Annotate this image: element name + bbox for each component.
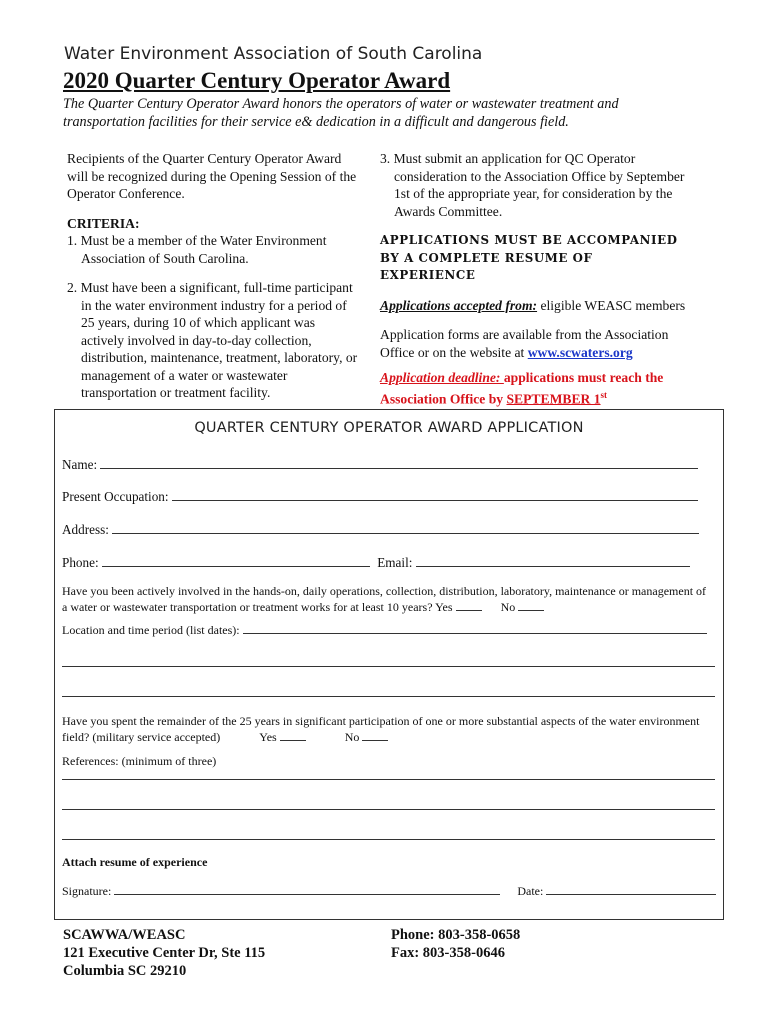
location-line-3[interactable]	[62, 696, 715, 697]
accepted-value: eligible WEASC members	[537, 297, 686, 313]
q1-no-line[interactable]	[518, 600, 544, 611]
deadline-body: applications must reach the Association Office by	[380, 370, 664, 407]
right-column	[380, 150, 690, 408]
q2-no-line[interactable]	[362, 730, 388, 741]
signature-input-line[interactable]	[114, 884, 500, 895]
criteria-1: 1. Must be a member of the Water Environment Association of South Carolina.	[67, 233, 327, 266]
page-title: 2020 Quarter Century Operator Award	[63, 68, 451, 93]
name-input-line[interactable]	[100, 458, 698, 469]
criteria-heading: CRITERIA:	[67, 215, 140, 231]
signature-label: Signature:	[62, 884, 112, 898]
footer-phone: Phone: 803-358-0658	[391, 927, 521, 943]
occupation-input-line[interactable]	[172, 490, 698, 501]
occupation-field[interactable]	[62, 489, 698, 505]
resume-notice: APPLICATIONS MUST BE ACCOMPANIED BY A COMPLETE RESUME OF EXPERIENCE	[380, 233, 678, 282]
q1-yes-line[interactable]	[456, 600, 482, 611]
footer-address	[63, 926, 265, 980]
occupation-label: Present Occupation:	[62, 489, 169, 504]
deadline-text	[380, 369, 690, 408]
footer-city: Columbia SC 29210	[63, 963, 187, 979]
reference-line-3[interactable]	[62, 839, 715, 840]
application-form	[54, 409, 724, 920]
question-1-text: Have you been actively involved in the hands-on, daily operations, collection, distribution, laboratory, maintenance or management of a water or wastewater transportation or treatment works for at least 10 years?	[62, 584, 707, 614]
references-label: References: (minimum of three)	[62, 754, 217, 768]
q1-yes-label: Yes	[435, 600, 453, 614]
form-title: QUARTER CENTURY OPERATOR AWARD APPLICATION	[194, 420, 584, 436]
q2-yes-line[interactable]	[280, 730, 306, 741]
location-field[interactable]	[62, 623, 707, 638]
phone-label: Phone:	[62, 555, 99, 570]
date-label: Date:	[517, 884, 544, 898]
criteria-3: 3. Must submit an application for QC Operator consideration to the Association Office by September 1st of the appropriate year, for consideration by the Awards Committee.	[380, 151, 685, 219]
question-2	[62, 713, 712, 745]
reference-line-2[interactable]	[62, 809, 715, 810]
deadline-sup: st	[600, 389, 608, 400]
recipients-text: Recipients of the Quarter Century Operator Award will be recognized during the Opening Session of the Operator Conference.	[67, 151, 357, 201]
q2-no-label: No	[344, 730, 360, 744]
address-field[interactable]	[62, 522, 699, 538]
date-input-line[interactable]	[546, 884, 716, 895]
forms-text: Application forms are available from the Association Office or on the website at	[380, 327, 669, 360]
reference-line-1[interactable]	[62, 779, 715, 780]
deadline-label: Application deadline:	[380, 370, 504, 385]
intro-text: The Quarter Century Operator Award honors the operators of water or wastewater treatment and transportation facilities for their service e& dedication in a difficult and dangerous field.	[63, 96, 619, 130]
criteria-2: 2. Must have been a significant, full-time participant in the water environment industry for a period of 25 years, during 10 of which applicant was actively involved in day-to-day collection, distribution, maintenance, treatment, laboratory, or management of a water or wastewater transportation or treatment facility.	[67, 280, 358, 400]
accepted-label: Applications accepted from:	[380, 297, 538, 313]
phone-input-line[interactable]	[102, 556, 370, 567]
q2-yes-label: Yes	[259, 730, 277, 744]
name-field[interactable]	[62, 457, 698, 473]
attach-resume: Attach resume of experience	[62, 855, 208, 869]
footer-fax: Fax: 803-358-0646	[391, 945, 505, 961]
q1-no-label: No	[500, 600, 516, 614]
footer-contact	[391, 926, 520, 962]
website-link[interactable]: www.scwaters.org	[527, 344, 633, 360]
question-1	[62, 583, 712, 615]
signature-field[interactable]	[62, 884, 716, 899]
footer-street: 121 Executive Center Dr, Ste 115	[63, 945, 266, 961]
deadline-date: SEPTEMBER 1	[506, 391, 601, 407]
email-input-line[interactable]	[416, 556, 690, 567]
phone-email-field[interactable]	[62, 555, 690, 571]
forms-availability	[380, 326, 690, 361]
location-line-2[interactable]	[62, 666, 715, 667]
location-label: Location and time period (list dates):	[62, 623, 240, 637]
address-input-line[interactable]	[112, 523, 699, 534]
accepted-from	[380, 297, 690, 315]
name-label: Name:	[62, 457, 98, 472]
address-label: Address:	[62, 522, 109, 537]
location-input-line[interactable]	[243, 623, 707, 634]
footer-org: SCAWWA/WEASC	[63, 927, 186, 943]
org-name: Water Environment Association of South Carolina	[64, 44, 483, 64]
left-column	[67, 150, 359, 402]
email-label: Email:	[377, 555, 413, 570]
question-2-text: Have you spent the remainder of the 25 years in significant participation of one or more substantial aspects of the water environment field? (military service accepted)	[62, 714, 700, 744]
